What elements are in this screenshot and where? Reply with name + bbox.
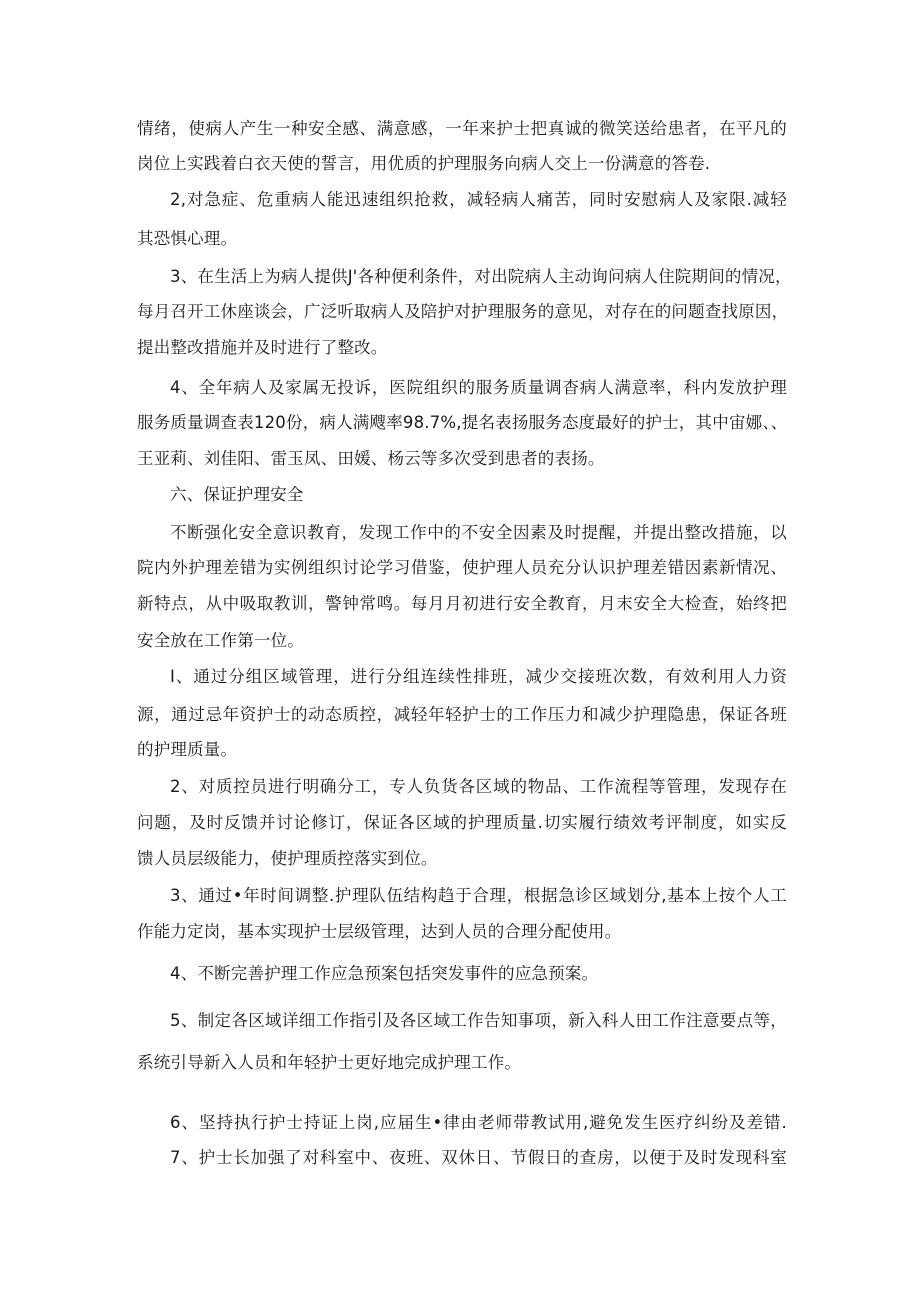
text-line: 作能力定岗，基本实现护士层级管理，达到人员的合理分配使用。 xyxy=(137,922,622,941)
section-heading: 六、保证护理安全 xyxy=(170,485,304,504)
paragraph-line: 不断强化安全意识教育，发现工作中的不安全因素及时提醒，并提出整改措施，以 xyxy=(170,523,787,542)
paragraph-line: 2,对急症、危重病人能迅速组织抢救，减轻病人痛苦，同时安慰病人及家限.减轻 xyxy=(170,190,787,209)
paragraph-line: 4、全年病人及家属无投诉，医院组织的服务质量调杳病人满意率，科内发放护理 xyxy=(170,378,787,397)
paragraph-line: 3、通过•年时间调整.护理队伍结构趋于合理，根据急诊区域划分,基本上按个人工 xyxy=(170,886,787,905)
text-line: 提出整改措施并及时进行了整改。 xyxy=(137,338,388,357)
text-line: 问题，及时反馈并讨论修订，保证各区域的护理质量.切实履行绩效考评制度，如实反 xyxy=(137,813,787,832)
paragraph-line: 7、护士长加强了对科室中、夜班、双休日、节假日的查房，以便于及时发现科室 xyxy=(170,1148,787,1167)
text-line: 岗位上实践着白衣天使的誓言，用优质的护理服务向病人交上一份满意的答卷. xyxy=(137,154,711,173)
text-line: 源，通过忌年资护士的动态质控，减轻年轻护士的工作压力和减少护理隐患，保证各班 xyxy=(137,705,787,724)
text-line: 服务质量调查表120份，病人满飕率98.7%,提名表扬服务态度最好的护士，其中宙娜、、 xyxy=(137,413,788,432)
text-line: 情绪，使病人产生一种安全感、满意感，一年来护士把真诚的微笑送给患者，在平凡的 xyxy=(137,119,787,138)
paragraph-line: 4、不断完善护理工作应急预案包括突发事件的应急预案。 xyxy=(170,964,599,983)
text-line: 每月召开工休座谈会，广泛听取病人及陪护对护理服务的意见，对存在的问题查找原因， xyxy=(137,302,789,321)
text-line: 新特点，从中吸取教训，警钟常鸣。每月月初进行安全教育，月末安全大检查，始终把 xyxy=(137,594,787,613)
text-line: 院内外护理差错为实例组织讨论学习借鉴，使护理人员充分认识护理差错因素新情况、 xyxy=(137,558,787,577)
text-line: 系统引导新入人员和年轻护士更好地完成护理工作。 xyxy=(137,1053,522,1072)
text-line: 王亚莉、刘佳阳、雷玉凤、田媛、杨云等多次受到患者的表扬。 xyxy=(137,449,605,468)
paragraph-line: 5、制定各区域详细工作指引及各区域工作告知事项，新入科人田工作注意要点等， xyxy=(170,1011,787,1030)
text-line: 馈人员层级能力，使护理质控落实到位。 xyxy=(137,849,438,868)
paragraph-line: 2、对质控员进行明确分工，专人负货各区域的物品、工作流程等管理，发现存在 xyxy=(170,777,787,796)
text-line: 安全放在工作第一位。 xyxy=(137,631,304,650)
paragraph-line: I、通过分组区域管理，进行分组连续性排班，减少交接班次数，有效利用人力资 xyxy=(170,667,787,686)
paragraph-line: 3、在生活上为病人提供J'各种便利条件，对出院病人主动询问病人住院期间的情况， xyxy=(170,267,792,286)
text-line: 的护理质量。 xyxy=(137,740,238,759)
text-line: 其恐惧心理。 xyxy=(137,229,238,248)
paragraph-line: 6、坚持执行护士持证上岗,应届生•律由老师带教试用,避免发生医疗纠纷及差错. xyxy=(170,1113,787,1132)
